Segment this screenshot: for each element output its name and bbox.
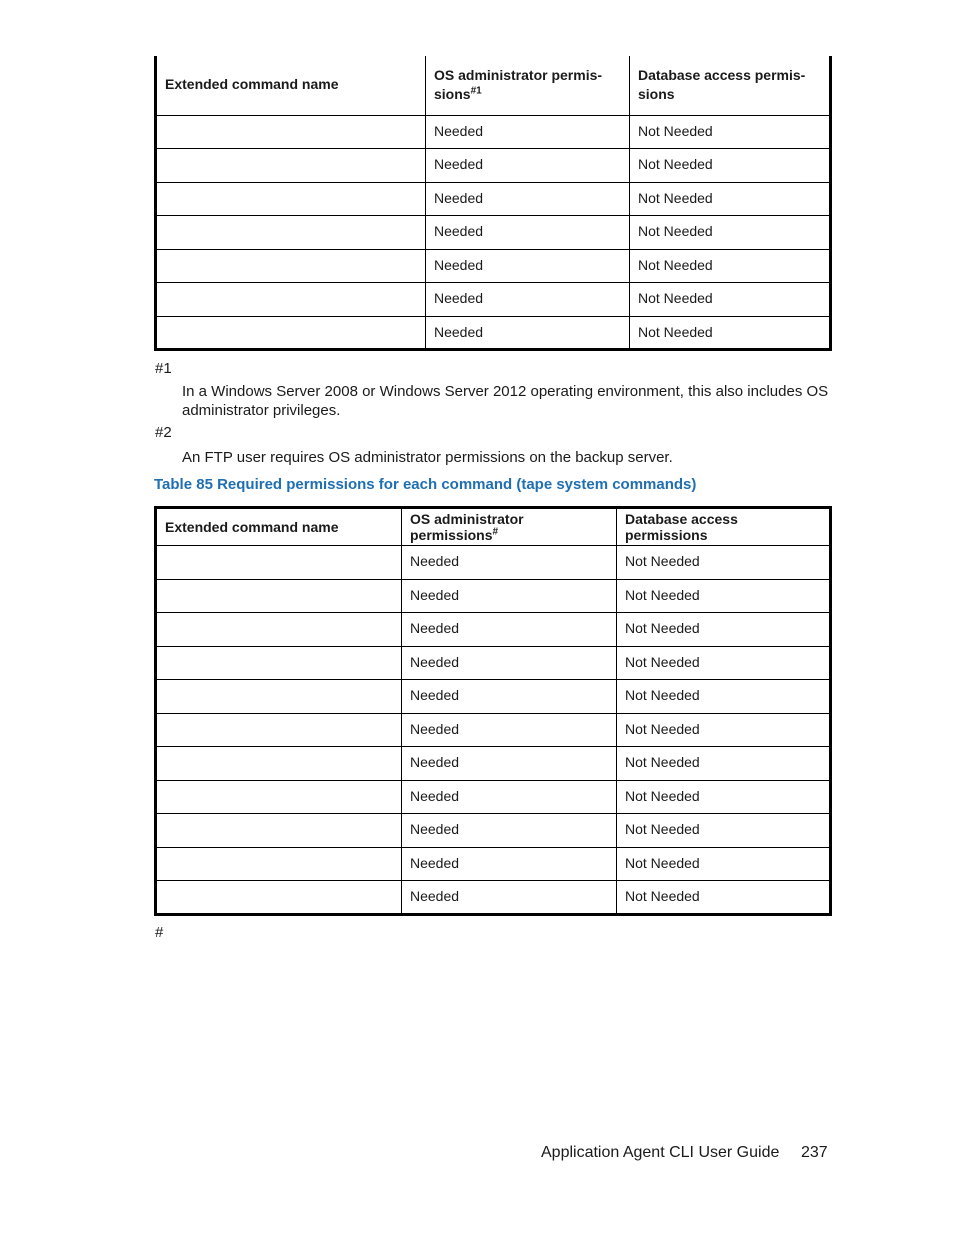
table-row [156, 546, 831, 580]
db-permission-cell: Not Needed [617, 646, 831, 680]
tape-permissions-table [154, 506, 832, 916]
os-permission-cell: Needed [402, 747, 617, 781]
footnote-text-2: An FTP user requires OS administrator permissions on the backup server. [182, 449, 673, 466]
command-name-cell [156, 646, 402, 680]
os-permission-cell: Needed [426, 216, 630, 250]
footnote-ref: #1 [470, 85, 482, 97]
os-permission-cell: Needed [426, 115, 630, 149]
db-permission-cell: Not Needed [630, 316, 831, 350]
header-os-admin-permissions: OS administrator permissions# [402, 508, 617, 546]
table-row [156, 814, 831, 848]
db-permission-cell: Not Needed [617, 747, 831, 781]
table-row [156, 680, 831, 714]
table-row [156, 115, 831, 149]
os-permission-cell: Needed [426, 182, 630, 216]
db-permission-cell: Not Needed [630, 182, 831, 216]
table-row [156, 613, 831, 647]
db-permission-cell: Not Needed [617, 713, 831, 747]
db-permission-cell: Not Needed [617, 680, 831, 714]
command-name-cell [156, 546, 402, 580]
command-name-cell [156, 680, 402, 714]
table-footnote-mark: # [155, 924, 164, 941]
os-permission-cell: Needed [402, 881, 617, 915]
table-header-row [156, 508, 831, 546]
command-name-cell [156, 149, 426, 183]
header-os-admin-permissions: OS administrator permis- sions$^{\#1}$ [426, 56, 630, 115]
db-permission-cell: Not Needed [630, 216, 831, 250]
command-name-cell [156, 216, 426, 250]
db-permission-cell: Not Needed [617, 780, 831, 814]
os-permission-cell: Needed [402, 847, 617, 881]
os-permission-cell: Needed [402, 814, 617, 848]
permissions-table-continued [154, 56, 832, 351]
os-permission-cell: Needed [426, 249, 630, 283]
db-permission-cell: Not Needed [617, 579, 831, 613]
header-extended-command-name: Extended command name [156, 508, 402, 546]
table-row [156, 316, 831, 350]
table-header-row [156, 56, 831, 115]
db-permission-cell: Not Needed [617, 881, 831, 915]
command-name-cell [156, 613, 402, 647]
command-name-cell [156, 182, 426, 216]
table-row [156, 646, 831, 680]
command-name-cell [156, 847, 402, 881]
table-row [156, 283, 831, 317]
command-name-cell [156, 713, 402, 747]
footnote-mark-2: #2 [155, 424, 172, 441]
db-permission-cell: Not Needed [617, 613, 831, 647]
db-permission-cell: Not Needed [630, 249, 831, 283]
db-permission-cell: Not Needed [617, 847, 831, 881]
os-permission-cell: Needed [402, 579, 617, 613]
header-extended-command-name: Extended command name [156, 56, 426, 115]
table-row [156, 579, 831, 613]
os-permission-cell: Needed [402, 713, 617, 747]
footnote-text-1: In a Windows Server 2008 or Windows Server 2012 operating environment, this also includes OS administrator privileges. [182, 383, 829, 419]
table-row [156, 780, 831, 814]
table-row [156, 182, 831, 216]
command-name-cell [156, 115, 426, 149]
db-permission-cell: Not Needed [630, 149, 831, 183]
footer-title: Application Agent CLI User Guide [541, 1144, 780, 1161]
os-permission-cell: Needed [402, 646, 617, 680]
os-permission-cell: Needed [426, 316, 630, 350]
command-name-cell [156, 283, 426, 317]
db-permission-cell: Not Needed [617, 814, 831, 848]
command-name-cell [156, 747, 402, 781]
command-name-cell [156, 249, 426, 283]
command-name-cell [156, 579, 402, 613]
page-number: 237 [801, 1144, 828, 1161]
footnote-ref: # [492, 526, 499, 538]
table-row [156, 216, 831, 250]
db-permission-cell: Not Needed [630, 283, 831, 317]
table-row [156, 249, 831, 283]
command-name-cell [156, 316, 426, 350]
command-name-cell [156, 780, 402, 814]
command-name-cell [156, 814, 402, 848]
table-row [156, 713, 831, 747]
header-db-access-permissions: Database access permissions [617, 508, 831, 546]
os-permission-cell: Needed [402, 613, 617, 647]
os-permission-cell: Needed [402, 780, 617, 814]
db-permission-cell: Not Needed [630, 115, 831, 149]
table-row [156, 847, 831, 881]
command-name-cell [156, 881, 402, 915]
footnote-mark-1: #1 [155, 360, 172, 377]
db-permission-cell: Not Needed [617, 546, 831, 580]
os-permission-cell: Needed [426, 149, 630, 183]
table-row [156, 149, 831, 183]
os-permission-cell: Needed [402, 546, 617, 580]
table-row [156, 747, 831, 781]
os-permission-cell: Needed [402, 680, 617, 714]
table-row [156, 881, 831, 915]
os-permission-cell: Needed [426, 283, 630, 317]
table-caption: Table 85 Required permissions for each command (tape system commands) [154, 476, 697, 493]
header-db-access-permissions: Database access permis- sions [630, 56, 831, 115]
